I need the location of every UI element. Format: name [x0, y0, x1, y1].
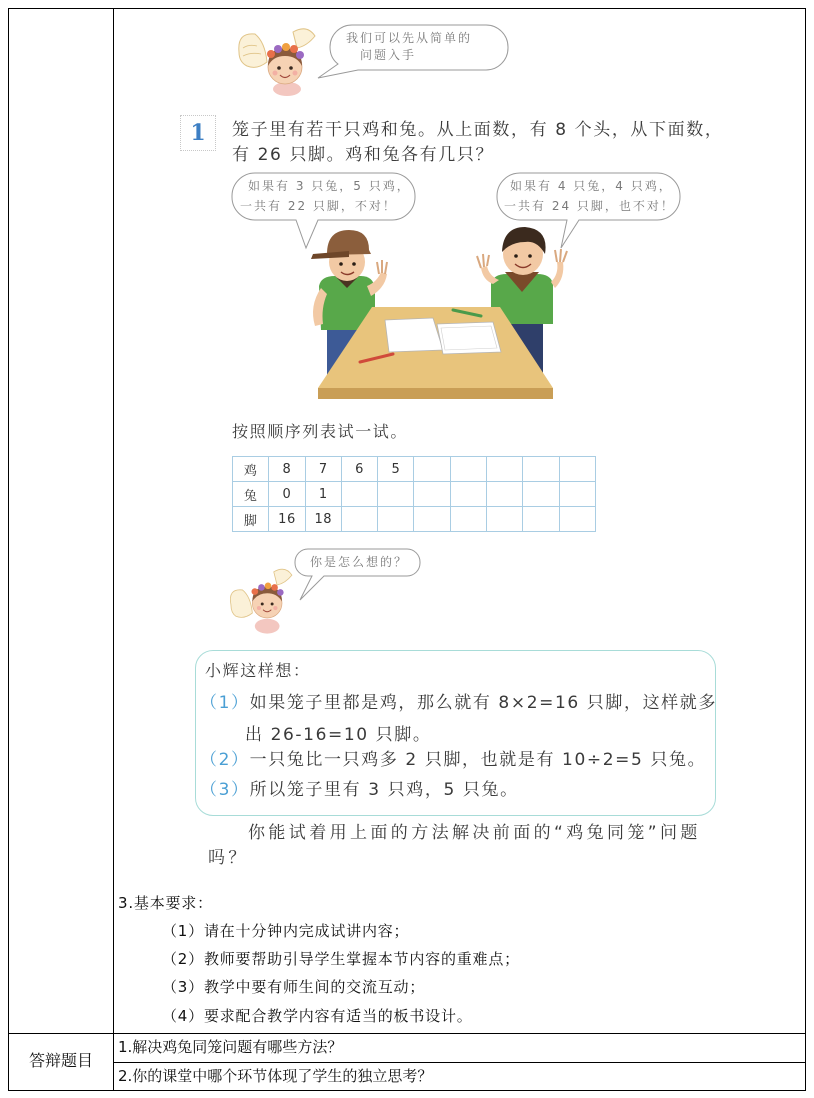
frame-left-border — [8, 8, 9, 1091]
defense-question-1: 1.解决鸡兔同笼问题有哪些方法？ — [118, 1038, 343, 1056]
trial-table-cell — [559, 482, 595, 507]
trial-table-cell — [523, 457, 559, 482]
requirement-item: （4）要求配合教学内容有适当的板书设计。 — [162, 1007, 473, 1025]
trial-table-cell — [559, 457, 595, 482]
trial-table-cell — [487, 457, 523, 482]
trial-table-row — [233, 507, 596, 532]
right-bubble-line-1: 如果有 4 只兔，4 只鸡， — [510, 179, 673, 193]
reasoning-step-1 — [200, 691, 717, 715]
step-marker: （2） — [200, 750, 250, 770]
defense-label: 答辩题目 — [28, 1051, 93, 1070]
example-line-1: 笼子里有若干只鸡和兔。从上面数，有 8 个头，从下面数， — [232, 120, 724, 140]
trial-table-row — [233, 457, 596, 482]
trial-table-row-label: 脚 — [233, 507, 269, 532]
angel-illustration — [235, 22, 320, 97]
question-bubble-text: 你是怎么想的？ — [310, 555, 409, 569]
step-text: 所以笼子里有 3 只鸡，5 只兔。 — [249, 780, 519, 800]
example-line-2: 有 26 只脚。鸡和兔各有几只？ — [232, 145, 495, 165]
trial-table — [232, 456, 596, 532]
trial-table-cell — [414, 457, 450, 482]
trial-table-cell — [450, 482, 486, 507]
trial-table-cell — [450, 457, 486, 482]
frame-right-border — [805, 8, 806, 1091]
intro-bubble-line-2: 问题入手 — [360, 48, 417, 62]
left-bubble-line-2: 一共有 22 只脚，不对！ — [240, 199, 397, 213]
trial-table-body — [233, 457, 596, 532]
follow-up-line-1: 你能试着用上面的方法解决前面的“鸡兔同笼”问题 — [248, 823, 701, 843]
trial-table-cell — [487, 507, 523, 532]
frame-top-border — [8, 8, 806, 9]
reasoning-step-3 — [200, 778, 519, 802]
trial-table-cell: 7 — [305, 457, 341, 482]
frame-column-divider — [113, 8, 114, 1091]
requirement-item: （1）请在十分钟内完成试讲内容； — [162, 922, 410, 940]
trial-table-row-label: 鸡 — [233, 457, 269, 482]
follow-up-line-2: 吗？ — [208, 848, 249, 868]
reasoning-title: 小辉这样想： — [205, 661, 311, 680]
trial-table-cell — [341, 507, 377, 532]
trial-table-row — [233, 482, 596, 507]
frame-row-divider — [8, 1033, 806, 1034]
defense-question-2: 2.你的课堂中哪个环节体现了学生的独立思考？ — [118, 1067, 433, 1085]
question-divider — [113, 1062, 806, 1063]
trial-table-cell — [378, 482, 414, 507]
boys-at-table-illustration — [305, 222, 570, 404]
trial-table-cell — [341, 482, 377, 507]
left-bubble-line-1: 如果有 3 只兔，5 只鸡， — [248, 179, 411, 193]
right-bubble-line-2: 一共有 24 只脚，也不对！ — [504, 199, 675, 213]
intro-bubble-line-1: 我们可以先从简单的 — [346, 31, 473, 45]
reasoning-step-2 — [200, 748, 706, 772]
trial-table-cell: 18 — [305, 507, 341, 532]
table-prompt: 按照顺序列表试一试。 — [232, 422, 409, 441]
trial-table-cell: 0 — [269, 482, 305, 507]
trial-table-cell — [523, 507, 559, 532]
reasoning-step-1-continued: 出 26-16=10 只脚。 — [245, 725, 432, 745]
step-text: 如果笼子里都是鸡，那么就有 8×2=16 只脚，这样就多 — [249, 693, 717, 713]
trial-table-cell — [414, 507, 450, 532]
trial-table-cell: 6 — [341, 457, 377, 482]
trial-table-cell — [559, 507, 595, 532]
step-marker: （1） — [200, 693, 250, 713]
trial-table-cell — [487, 482, 523, 507]
requirement-item: （3）教学中要有师生间的交流互动； — [162, 978, 426, 996]
trial-table-row-label: 兔 — [233, 482, 269, 507]
trial-table-cell — [523, 482, 559, 507]
step-text: 一只兔比一只鸡多 2 只脚，也就是有 10÷2=5 只兔。 — [249, 750, 707, 770]
trial-table-cell — [450, 507, 486, 532]
step-marker: （3） — [200, 780, 250, 800]
trial-table-cell: 5 — [378, 457, 414, 482]
trial-table-cell: 8 — [269, 457, 305, 482]
trial-table-cell: 1 — [305, 482, 341, 507]
trial-table-cell — [414, 482, 450, 507]
requirements-heading: 3.基本要求： — [118, 894, 213, 912]
trial-table-cell — [378, 507, 414, 532]
trial-table-cell: 16 — [269, 507, 305, 532]
example-number: 1 — [180, 115, 216, 151]
angel-illustration-2 — [226, 560, 296, 638]
frame-bottom-border — [8, 1090, 806, 1091]
requirement-item: （2）教师要帮助引导学生掌握本节内容的重难点； — [162, 950, 520, 968]
